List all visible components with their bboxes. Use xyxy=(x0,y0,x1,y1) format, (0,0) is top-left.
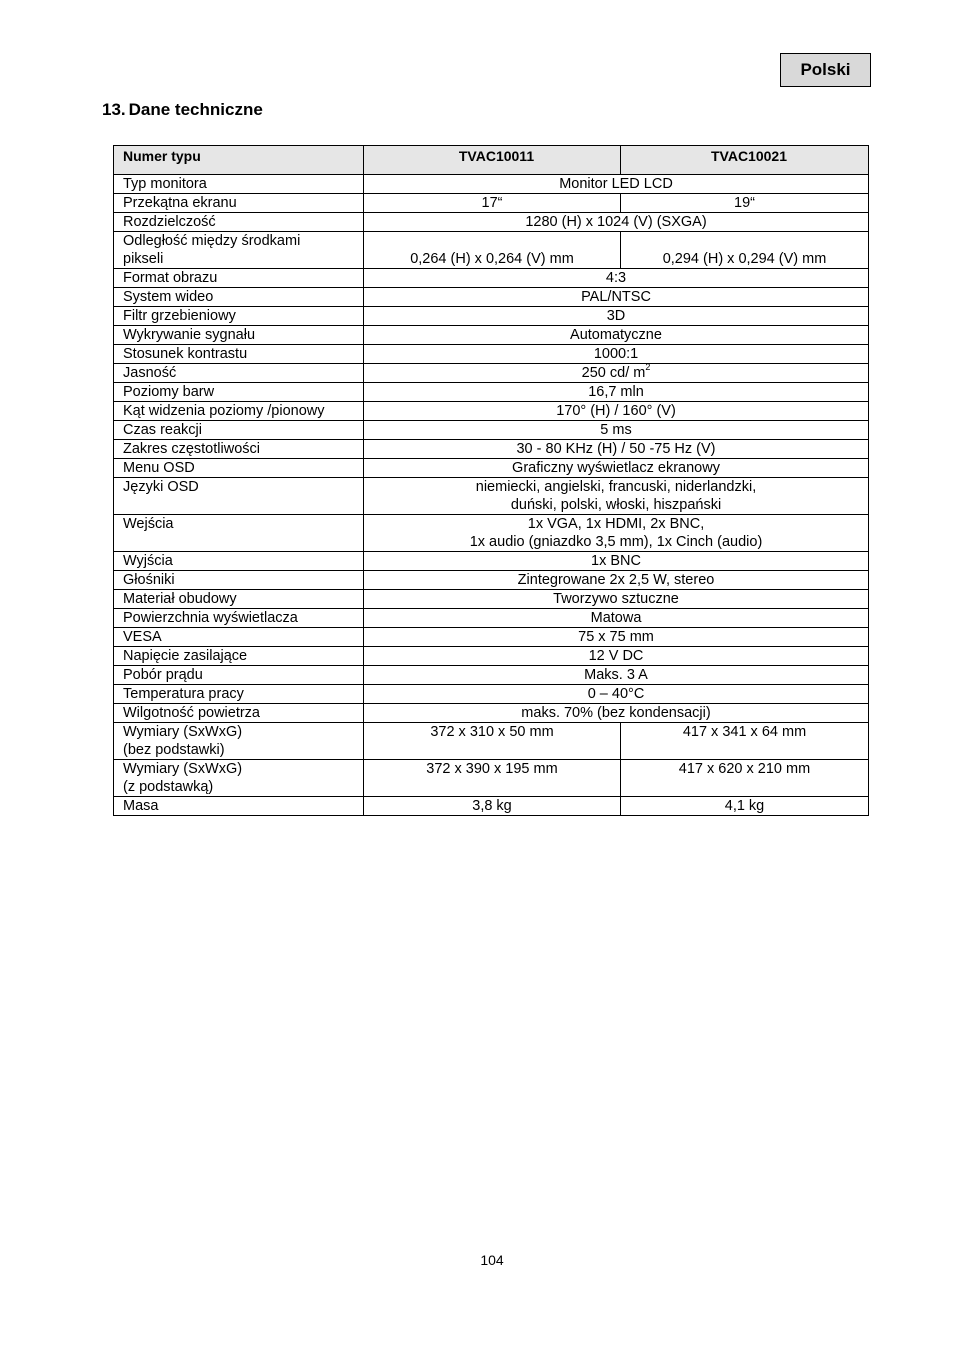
row-label-line: (bez podstawki) xyxy=(123,742,225,758)
row-label: Typ monitora xyxy=(114,175,364,194)
row-value-shared: Tworzywo sztuczne xyxy=(364,590,869,609)
row-label: Menu OSD xyxy=(114,459,364,478)
row-label: Napięcie zasilające xyxy=(114,647,364,666)
table-row xyxy=(114,571,869,590)
row-label: Masa xyxy=(114,797,364,816)
table-row xyxy=(114,760,869,797)
section-title xyxy=(102,100,263,120)
row-value-shared: Monitor LED LCD xyxy=(364,175,869,194)
row-value-shared: Maks. 3 A xyxy=(364,666,869,685)
table-row xyxy=(114,288,869,307)
table-row xyxy=(114,609,869,628)
row-value-line: 1x audio (gniazdko 3,5 mm), 1x Cinch (audio) xyxy=(469,534,763,550)
row-value-model-1: 0,264 (H) x 0,264 (V) mm xyxy=(364,232,621,269)
row-label xyxy=(114,723,364,760)
row-label: Stosunek kontrastu xyxy=(114,345,364,364)
row-value-shared: 5 ms xyxy=(364,421,869,440)
row-value-model-2: 4,1 kg xyxy=(621,797,869,816)
row-value-model-1: 372 x 390 x 195 mm xyxy=(364,760,621,797)
row-value-shared: Automatyczne xyxy=(364,326,869,345)
table-body xyxy=(114,175,869,816)
table-row xyxy=(114,364,869,383)
row-label: Wykrywanie sygnału xyxy=(114,326,364,345)
row-value-model-1: 3,8 kg xyxy=(364,797,621,816)
table-row xyxy=(114,269,869,288)
row-value-shared: 12 V DC xyxy=(364,647,869,666)
table-row xyxy=(114,704,869,723)
row-label: Wyjścia xyxy=(114,552,364,571)
row-value-shared: 170° (H) / 160° (V) xyxy=(364,402,869,421)
table-row xyxy=(114,421,869,440)
table-row xyxy=(114,478,869,515)
row-label: VESA xyxy=(114,628,364,647)
row-value-shared: 16,7 mln xyxy=(364,383,869,402)
row-label-line: Odległość między środkami xyxy=(123,233,301,249)
row-label: Przekątna ekranu xyxy=(114,194,364,213)
table-row xyxy=(114,723,869,760)
row-value-shared xyxy=(364,364,869,383)
row-value-shared: maks. 70% (bez kondensacji) xyxy=(364,704,869,723)
table-row xyxy=(114,590,869,609)
row-value-shared: 3D xyxy=(364,307,869,326)
table-row xyxy=(114,326,869,345)
row-label: Jasność xyxy=(114,364,364,383)
row-label: Materiał obudowy xyxy=(114,590,364,609)
table-row xyxy=(114,307,869,326)
table-row xyxy=(114,459,869,478)
row-label xyxy=(114,760,364,797)
row-value-shared: 75 x 75 mm xyxy=(364,628,869,647)
table-row xyxy=(114,685,869,704)
row-value-shared: 1000:1 xyxy=(364,345,869,364)
row-value-text: 250 cd/ m xyxy=(581,365,646,381)
table-row xyxy=(114,383,869,402)
table-row xyxy=(114,666,869,685)
section-number: 13. xyxy=(102,100,126,119)
row-label: Głośniki xyxy=(114,571,364,590)
row-value-line: niemiecki, angielski, francuski, niderlandzki, xyxy=(475,479,757,495)
table-row xyxy=(114,628,869,647)
row-label: Czas reakcji xyxy=(114,421,364,440)
row-label: Poziomy barw xyxy=(114,383,364,402)
row-value-shared: PAL/NTSC xyxy=(364,288,869,307)
table-row xyxy=(114,647,869,666)
row-label: Temperatura pracy xyxy=(114,685,364,704)
row-label-line: Wymiary (SxWxG) xyxy=(123,761,243,777)
row-value-shared: Matowa xyxy=(364,609,869,628)
table-row xyxy=(114,345,869,364)
table-row xyxy=(114,232,869,269)
row-label xyxy=(114,232,364,269)
table-row xyxy=(114,797,869,816)
row-value-shared: Graficzny wyświetlacz ekranowy xyxy=(364,459,869,478)
row-value-line: 1x VGA, 1x HDMI, 2x BNC, xyxy=(527,516,705,532)
row-label-line: (z podstawką) xyxy=(123,779,214,795)
table-row xyxy=(114,194,869,213)
table-row xyxy=(114,440,869,459)
row-value-model-1: 372 x 310 x 50 mm xyxy=(364,723,621,760)
table-row xyxy=(114,402,869,421)
row-label: Zakres częstotliwości xyxy=(114,440,364,459)
row-value-model-1: 17“ xyxy=(364,194,621,213)
table-row xyxy=(114,175,869,194)
row-label: Wejścia xyxy=(114,515,364,552)
header-model-1: TVAC10011 xyxy=(364,146,621,175)
header-model-2: TVAC10021 xyxy=(621,146,869,175)
row-label: Filtr grzebieniowy xyxy=(114,307,364,326)
technical-data-table xyxy=(113,145,869,816)
row-value-shared: 1x BNC xyxy=(364,552,869,571)
row-value-shared: Zintegrowane 2x 2,5 W, stereo xyxy=(364,571,869,590)
row-value-shared xyxy=(364,478,869,515)
language-tab: Polski xyxy=(780,53,871,87)
row-value-model-2: 417 x 620 x 210 mm xyxy=(621,760,869,797)
row-label: Rozdzielczość xyxy=(114,213,364,232)
section-title-text: Dane techniczne xyxy=(128,100,263,119)
table-row xyxy=(114,552,869,571)
row-label: Kąt widzenia poziomy /pionowy xyxy=(114,402,364,421)
row-label-line: Wymiary (SxWxG) xyxy=(123,724,243,740)
row-label-line: pikseli xyxy=(123,251,164,267)
row-value-shared: 30 - 80 KHz (H) / 50 -75 Hz (V) xyxy=(364,440,869,459)
table-row xyxy=(114,515,869,552)
row-label: Pobór prądu xyxy=(114,666,364,685)
row-value-model-2: 417 x 341 x 64 mm xyxy=(621,723,869,760)
row-label: System wideo xyxy=(114,288,364,307)
superscript: 2 xyxy=(645,362,651,372)
row-value-model-2: 0,294 (H) x 0,294 (V) mm xyxy=(621,232,869,269)
row-value-model-2: 19“ xyxy=(621,194,869,213)
row-label: Format obrazu xyxy=(114,269,364,288)
row-label: Języki OSD xyxy=(114,478,364,515)
header-type-number: Numer typu xyxy=(114,146,364,175)
row-value-shared xyxy=(364,515,869,552)
page-number: 104 xyxy=(480,1252,504,1268)
table-header-row xyxy=(114,146,869,175)
row-value-line: duński, polski, włoski, hiszpański xyxy=(510,497,722,513)
row-value-shared: 1280 (H) x 1024 (V) (SXGA) xyxy=(364,213,869,232)
row-value-shared: 4:3 xyxy=(364,269,869,288)
row-value-shared: 0 – 40°C xyxy=(364,685,869,704)
row-label: Powierzchnia wyświetlacza xyxy=(114,609,364,628)
row-label: Wilgotność powietrza xyxy=(114,704,364,723)
table-row xyxy=(114,213,869,232)
